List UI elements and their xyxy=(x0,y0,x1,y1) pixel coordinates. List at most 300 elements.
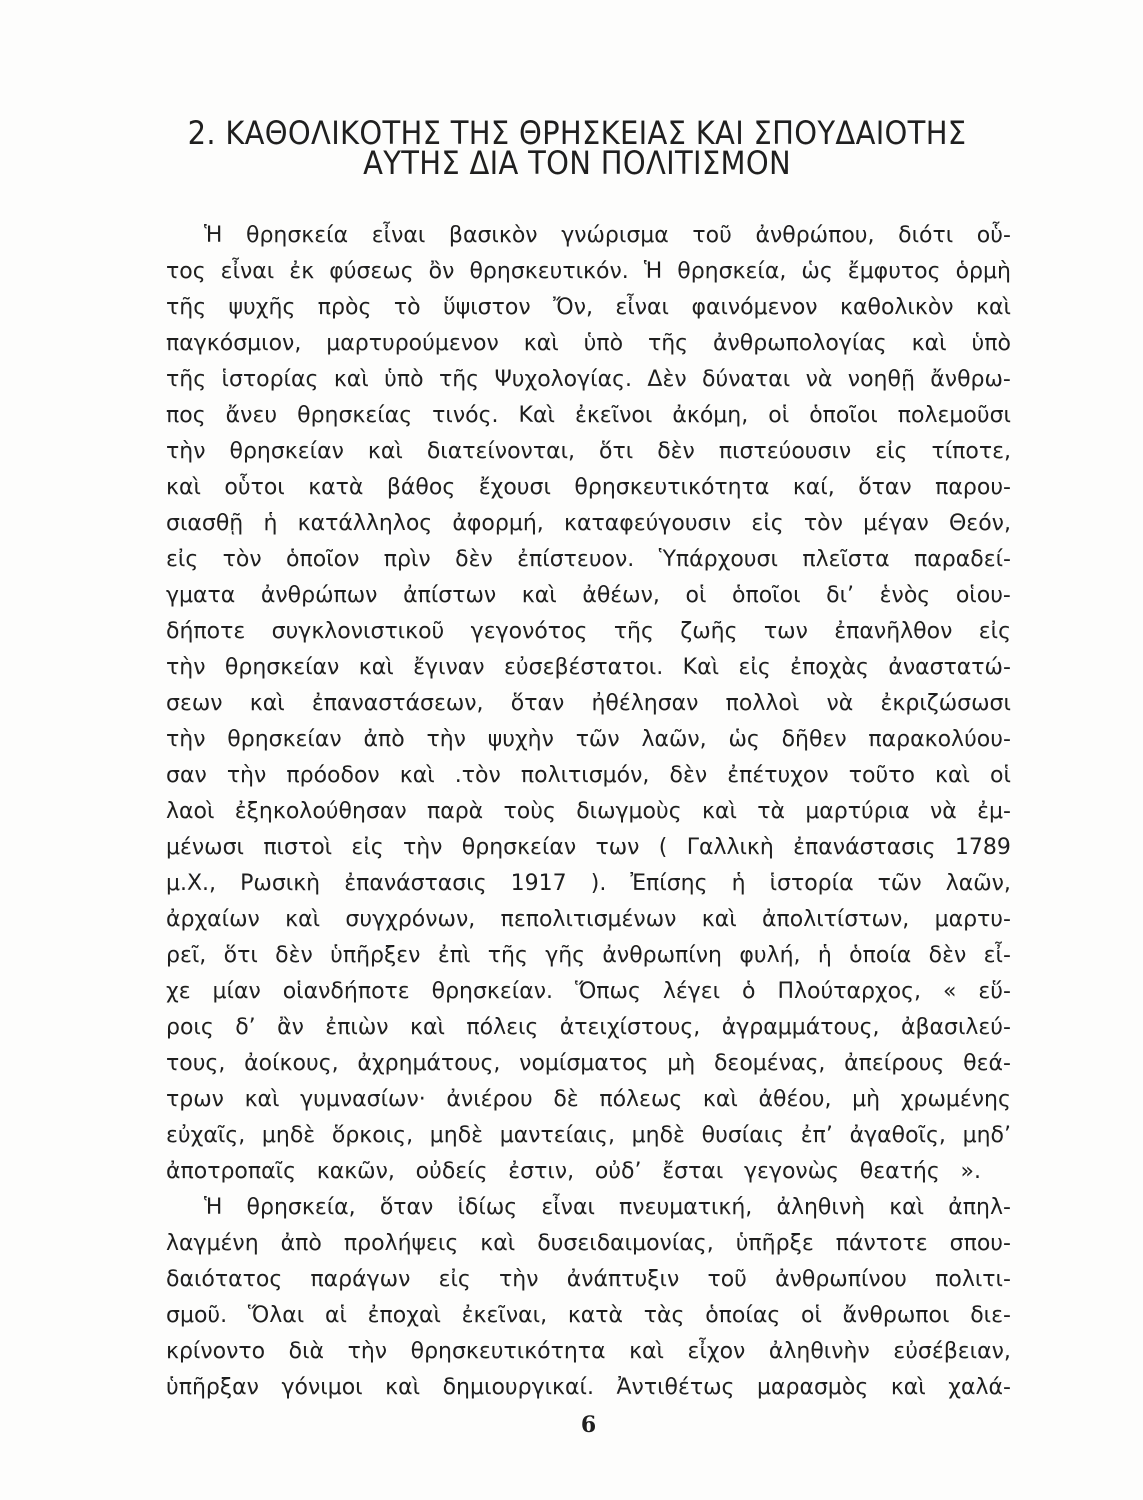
text-line xyxy=(166,290,1011,326)
word: δήποτε xyxy=(166,619,246,644)
word: φύσεως xyxy=(329,259,414,284)
word: νὰ xyxy=(930,799,957,824)
word: γόνιμοι xyxy=(281,1375,363,1400)
word: τινός. xyxy=(432,403,499,428)
word: οἱου- xyxy=(955,583,1011,608)
word: ἔγιναν xyxy=(413,655,485,680)
word: ἡ xyxy=(263,511,278,536)
word: δυσειδαιμονίας, xyxy=(537,1231,714,1256)
word: μαρτυ- xyxy=(934,907,1011,932)
word: δὲν xyxy=(657,439,695,464)
word: ἐποχαὶ xyxy=(367,1303,441,1328)
word: ἀκόμη, xyxy=(672,403,749,428)
word: καὶ xyxy=(358,655,394,680)
word: πόλεως xyxy=(599,1087,683,1112)
word: ἡ xyxy=(817,943,832,968)
word: τὴν xyxy=(426,727,466,752)
word: θυσίαις xyxy=(701,1123,785,1148)
word: Ὑπάρχουσι xyxy=(658,547,778,572)
word: ἀποτροπαῖς xyxy=(166,1159,296,1184)
word: εἰς xyxy=(978,619,1011,644)
word: ἐπανάστασις xyxy=(793,835,936,860)
word: πεπολιτισμένων xyxy=(500,907,677,932)
word: γματα xyxy=(166,583,236,608)
word: τοῦτο xyxy=(848,763,915,788)
word: καὶ xyxy=(333,367,369,392)
word: καί, xyxy=(792,475,835,500)
word: δημιουργικαί. xyxy=(442,1375,594,1400)
word: παρου- xyxy=(935,475,1011,500)
text-line xyxy=(166,794,1011,830)
word: ἐπέτυχον xyxy=(727,763,829,788)
word: 1789 xyxy=(954,835,1011,860)
word: ἀνάπτυξιν xyxy=(566,1267,680,1292)
word: ἐπαναστάσεων, xyxy=(311,691,484,716)
text-line xyxy=(166,470,1011,506)
word: ἄνθρωποι xyxy=(842,1303,950,1328)
text-line xyxy=(166,1046,1011,1082)
word: τὴν xyxy=(166,439,206,464)
word: λαῶν, xyxy=(641,727,707,752)
word: ἰδίως xyxy=(457,1195,518,1220)
word: ὁποῖοι xyxy=(809,403,878,428)
word: αἱ xyxy=(324,1303,347,1328)
word: ὑπῆρξεν xyxy=(330,943,421,968)
word: πόλεις xyxy=(466,1015,539,1040)
word: νὰ xyxy=(805,367,833,392)
text-line xyxy=(166,866,1011,902)
word: πλεῖστα xyxy=(802,547,890,572)
word: δὲ xyxy=(553,1087,579,1112)
word: 1917 xyxy=(510,871,567,896)
word: ἀπολιτίστων, xyxy=(761,907,910,932)
text-line xyxy=(166,1118,1011,1154)
word: των xyxy=(763,619,808,644)
word: μηδ’ xyxy=(962,1123,1011,1148)
paragraph-2 xyxy=(166,1190,1011,1406)
word: ἐμ- xyxy=(977,799,1011,824)
word: ). xyxy=(590,871,607,896)
word: θρησκεία xyxy=(246,223,349,248)
word: δεομένας, xyxy=(713,1051,826,1076)
word: δὲν xyxy=(455,547,493,572)
word: εἰς xyxy=(875,439,908,464)
word: παρὰ xyxy=(426,799,484,824)
word: λέγει xyxy=(662,979,721,1004)
word: θρησκείαν xyxy=(224,655,340,680)
heading-line-1: 2. ΚΑΘΟΛΙΚΟΤΗΣ ΤΗΣ ΘΡΗΣΚΕΙΑΣ ΚΑΙ ΣΠΟΥΔΑΙΟΤΗΣ xyxy=(187,114,967,152)
word: σμοῦ. xyxy=(166,1303,228,1328)
word: καὶ xyxy=(410,1015,445,1040)
word: ἐκεῖναι, xyxy=(461,1303,548,1328)
word: καὶ xyxy=(702,1087,738,1112)
word: πολιτισμόν, xyxy=(520,763,650,788)
word: των xyxy=(595,835,640,860)
word: ὡς xyxy=(728,727,760,752)
word: τῆς xyxy=(166,295,207,320)
text-line xyxy=(166,398,1011,434)
word: θρησκείαν xyxy=(227,727,342,752)
word: δὲν xyxy=(928,943,967,968)
word: τῶν xyxy=(877,871,922,896)
word: ψυχῆς xyxy=(228,295,296,320)
word: τὸ xyxy=(393,295,421,320)
word: παραδεί- xyxy=(914,547,1011,572)
word: καὶ xyxy=(399,763,435,788)
text-line xyxy=(166,434,1011,470)
word: εἶναι xyxy=(371,223,426,248)
word: μαρασμὸς xyxy=(757,1375,869,1400)
word: παγκόσμιον, xyxy=(166,331,302,356)
word: οἱανδήποτε xyxy=(282,979,410,1004)
word: καὶ xyxy=(285,907,321,932)
word: εἶναι xyxy=(220,259,275,284)
word: φυλή, xyxy=(739,943,801,968)
word: ( xyxy=(658,835,668,860)
text-line xyxy=(166,1082,1011,1118)
word: διατείνονται, xyxy=(426,439,576,464)
word: τῆς xyxy=(166,367,207,392)
word: ὑπῆρξαν xyxy=(166,1375,259,1400)
word: ὅρκοις, xyxy=(331,1123,414,1148)
word: Πλούταρχος, xyxy=(777,979,921,1004)
word: καὶ xyxy=(701,907,737,932)
chapter-heading xyxy=(130,114,1024,182)
word: τῆς xyxy=(487,943,528,968)
word: Ἡ xyxy=(204,223,223,248)
word: γεγονότος xyxy=(470,619,588,644)
word: μηδὲ xyxy=(261,1123,316,1148)
word: θρησκευτικόν. xyxy=(469,259,629,284)
word: ἱστορία xyxy=(769,871,854,896)
word: ἔμφυτος xyxy=(847,259,941,284)
word: ἀγραμμάτους, xyxy=(721,1015,880,1040)
word: μηδὲ xyxy=(631,1123,685,1148)
word: « xyxy=(942,979,957,1004)
word: δ’ xyxy=(235,1015,256,1040)
word: τὴν xyxy=(499,1267,539,1292)
word: τίποτε, xyxy=(931,439,1011,464)
text-line xyxy=(166,1334,1011,1370)
word: εἰς xyxy=(438,1267,471,1292)
word: ὑπὸ xyxy=(384,367,424,392)
word: τὴν xyxy=(226,763,267,788)
word: πιστοὶ xyxy=(263,835,333,860)
word: σαν xyxy=(166,763,207,788)
word: Ἀντιθέτως xyxy=(616,1375,735,1400)
word: πιστεύουσιν xyxy=(718,439,852,464)
text-line xyxy=(166,614,1011,650)
word: χρωμένης xyxy=(900,1087,1011,1112)
word: καὶ xyxy=(701,799,737,824)
word: τὰ xyxy=(757,799,785,824)
text-line xyxy=(166,1298,1011,1334)
word: ὁρμὴ xyxy=(955,259,1011,284)
word: ἀοίκους, xyxy=(244,1051,339,1076)
word: καὶ xyxy=(367,439,403,464)
word: ἀνθρώπου, xyxy=(755,223,875,248)
word: ἀπίστων xyxy=(403,583,497,608)
text-line xyxy=(166,1370,1011,1406)
word: ὅταν xyxy=(379,1195,434,1220)
word: ἐκ xyxy=(289,259,315,284)
word: εἰς xyxy=(738,655,771,680)
word: καὶ xyxy=(890,1375,926,1400)
word: διὰ xyxy=(288,1339,325,1364)
word: ἀληθινὴ xyxy=(776,1195,866,1220)
word: εἰς xyxy=(351,835,384,860)
text-line xyxy=(166,1010,1011,1046)
word: εἶναι xyxy=(615,295,669,320)
word: ἐκεῖνοι xyxy=(574,403,653,428)
word: τοὺς xyxy=(503,799,556,824)
text-line xyxy=(166,1154,981,1190)
word: Ὅλαι xyxy=(247,1303,305,1328)
word: καὶ xyxy=(911,331,947,356)
word: ὑπῆρξε xyxy=(735,1231,814,1256)
word: ἀπείρους xyxy=(844,1051,945,1076)
word: ἀθέου, xyxy=(758,1087,832,1112)
word: ρεῖ, xyxy=(166,943,207,968)
word: Ὅπως xyxy=(574,979,641,1004)
word: εἶ- xyxy=(983,943,1011,968)
word: ὁποῖοι xyxy=(732,583,801,608)
text-line xyxy=(166,578,1011,614)
word: κατὰ xyxy=(308,475,364,500)
word: ἑνὸς xyxy=(879,583,931,608)
word: διότι xyxy=(898,223,954,248)
word: Ρωσικὴ xyxy=(240,871,321,896)
word: ὁποῖον xyxy=(286,547,360,572)
word: ἐπ’ xyxy=(800,1123,833,1148)
word: ἔσται xyxy=(662,1159,724,1184)
word: οἱ xyxy=(768,403,790,428)
word: σπου- xyxy=(949,1231,1011,1256)
word: ἐπιὼν xyxy=(325,1015,389,1040)
text-line xyxy=(166,650,1011,686)
word: ». xyxy=(960,1159,981,1184)
word: θρησκευτικότητα xyxy=(574,475,770,500)
word: μηδὲ xyxy=(429,1123,484,1148)
word: ἀρχαίων xyxy=(166,907,260,932)
paragraph-1 xyxy=(166,218,1011,1190)
word: ὅτι xyxy=(599,439,634,464)
word: παρακολύου- xyxy=(868,727,1011,752)
word: ἀτειχίστους, xyxy=(559,1015,701,1040)
word: σεων xyxy=(166,691,223,716)
word: πάντοτε xyxy=(835,1231,928,1256)
word: οὐδείς xyxy=(415,1159,488,1184)
word: ἀνθρωπολογίας xyxy=(713,331,887,356)
word: τοῦ xyxy=(692,223,732,248)
text-line xyxy=(166,902,1011,938)
word: τῆς xyxy=(613,619,654,644)
word: τὴν xyxy=(402,835,443,860)
word: διωγμοὺς xyxy=(576,799,682,824)
word: καθολικὸν xyxy=(840,295,954,320)
word: ἀχρημάτους, xyxy=(357,1051,501,1076)
word: βασικὸν xyxy=(448,223,538,248)
word: εὐσεβέστατοι. xyxy=(504,655,664,680)
word: καὶ xyxy=(166,475,201,500)
word: τος xyxy=(166,259,206,284)
word: λαγμένη xyxy=(166,1231,259,1256)
text-line xyxy=(166,1262,1011,1298)
word: ὁποίας xyxy=(705,1303,781,1328)
word: λαῶν, xyxy=(945,871,1011,896)
word: ἡ xyxy=(731,871,746,896)
word: τῶν xyxy=(575,727,620,752)
word: θρησκείαν xyxy=(229,439,344,464)
word: μέγαν xyxy=(863,511,929,536)
word: ὅταν xyxy=(510,691,565,716)
text-line xyxy=(166,686,1011,722)
word: ἐπανάστασις xyxy=(344,871,487,896)
word: εἰς xyxy=(166,547,199,572)
word: παράγων xyxy=(310,1267,411,1292)
word: θρησκευτικότητα xyxy=(410,1339,606,1364)
word: ὁποία xyxy=(849,943,912,968)
word: ἀνθρωπίνου xyxy=(775,1267,907,1292)
word: ἀπὸ xyxy=(363,727,405,752)
word: θεά- xyxy=(963,1051,1011,1076)
word: τῆς xyxy=(438,367,480,392)
word: θεατής xyxy=(859,1159,940,1184)
word: ἔχουσι xyxy=(478,475,551,500)
word: Γαλλικὴ xyxy=(686,835,774,860)
word: καὶ xyxy=(385,1375,421,1400)
word: καὶ xyxy=(629,1339,665,1364)
text-line xyxy=(166,974,1011,1010)
word: ἄνθρω- xyxy=(930,367,1011,392)
word: μένωσι xyxy=(166,835,244,860)
word: δὲν xyxy=(275,943,313,968)
word: κατάλληλος xyxy=(297,511,433,536)
word: Καὶ xyxy=(682,655,720,680)
word: ἀληθινὴν xyxy=(768,1339,870,1364)
word: προλήψεις xyxy=(343,1231,459,1256)
page-number: 6 xyxy=(580,1412,597,1438)
word: θρησκεία, xyxy=(677,259,787,284)
word: ἐστιν, xyxy=(508,1159,575,1184)
text-line xyxy=(166,506,1011,542)
word: οὗ- xyxy=(976,223,1011,248)
word: διε- xyxy=(970,1303,1011,1328)
word: Ἐπίσης xyxy=(630,871,708,896)
word: εὐχαῖς, xyxy=(166,1123,246,1148)
word: δι’ xyxy=(826,583,855,608)
word: ὂν xyxy=(428,259,455,284)
text-line xyxy=(166,722,1011,758)
word: πολιτι- xyxy=(935,1267,1011,1292)
word: πρόοδον xyxy=(286,763,380,788)
word: καὶ xyxy=(976,295,1011,320)
word: οἱ xyxy=(989,763,1011,788)
word: ὅτι xyxy=(223,943,258,968)
word: ὅταν xyxy=(858,475,912,500)
word: ὡς xyxy=(801,259,833,284)
word: τὰς xyxy=(643,1303,685,1328)
word: ἀνθρώπων xyxy=(260,583,378,608)
word: φαινόμενον xyxy=(691,295,818,320)
word: λαοὶ xyxy=(166,799,215,824)
word: καὶ xyxy=(889,1195,925,1220)
word: ὑπὸ xyxy=(971,331,1011,356)
word: οἱ xyxy=(685,583,707,608)
word: πνευματική, xyxy=(619,1195,753,1220)
word: θρησκεία, xyxy=(246,1195,356,1220)
word: τὸν xyxy=(222,547,262,572)
word: τὴν xyxy=(166,727,206,752)
heading-line-2: ΑΥΤΗΣ ΔΙΑ ΤΟΝ ΠΟΛΙΤΙΣΜΟΝ xyxy=(363,144,791,182)
word: καὶ xyxy=(934,763,970,788)
text-line xyxy=(166,1190,1011,1226)
word: ψυχὴν xyxy=(487,727,554,752)
text-line xyxy=(166,326,1011,362)
word: τὸν xyxy=(803,511,843,536)
word: Δὲν xyxy=(647,367,687,392)
word: τῆς xyxy=(647,331,689,356)
text-line xyxy=(166,1226,1011,1262)
word: ἀφορμή, xyxy=(452,511,544,536)
word: τοῦ xyxy=(707,1267,747,1292)
word: ἐπίστευον. xyxy=(517,547,635,572)
word: βάθος xyxy=(386,475,456,500)
word: ἐκριζώσωσι xyxy=(880,691,1011,716)
word: πρὸς xyxy=(317,295,372,320)
word: ὁ xyxy=(742,979,756,1004)
word: μίαν xyxy=(212,979,261,1004)
word: εἶναι xyxy=(541,1195,595,1220)
word: οὗτοι xyxy=(224,475,285,500)
word: Θεόν, xyxy=(948,511,1011,536)
text-line xyxy=(166,830,1011,866)
word: νὰ xyxy=(826,691,854,716)
word: ἐξηκολούθησαν xyxy=(234,799,407,824)
word: γῆς xyxy=(545,943,586,968)
word: νομίσματος xyxy=(519,1051,649,1076)
word: δαιότατος xyxy=(166,1267,283,1292)
text-line xyxy=(166,254,1011,290)
word: ἐπὶ xyxy=(437,943,471,968)
word: Ἡ xyxy=(204,1195,223,1220)
word: εἶχον xyxy=(687,1339,746,1364)
word: ἀπὸ xyxy=(280,1231,322,1256)
word: ἀνιέρου xyxy=(446,1087,533,1112)
word: οὐδ’ xyxy=(594,1159,642,1184)
word: πρὶν xyxy=(383,547,431,572)
word: γνώρισμα xyxy=(561,223,669,248)
word: ὑπὸ xyxy=(583,331,624,356)
word: καὶ xyxy=(523,331,559,356)
word: καὶ xyxy=(249,691,285,716)
word: πολλοὶ xyxy=(725,691,800,716)
word: ἀβασιλεύ- xyxy=(900,1015,1011,1040)
text-line xyxy=(166,758,1011,794)
word: γυμνασίων· xyxy=(300,1087,426,1112)
word: Καὶ xyxy=(518,403,555,428)
text-line xyxy=(166,218,1011,254)
word: μὴ xyxy=(667,1051,696,1076)
word: μαρτυρούμενον xyxy=(326,331,499,356)
word: θρησκείας xyxy=(297,403,413,428)
word: ἠθέλησαν xyxy=(591,691,699,716)
word: .τὸν xyxy=(454,763,501,788)
word: μὴ xyxy=(852,1087,881,1112)
word: θρησκείαν. xyxy=(431,979,554,1004)
word: ζωῆς xyxy=(680,619,738,644)
word: νοηθῇ xyxy=(847,367,915,392)
